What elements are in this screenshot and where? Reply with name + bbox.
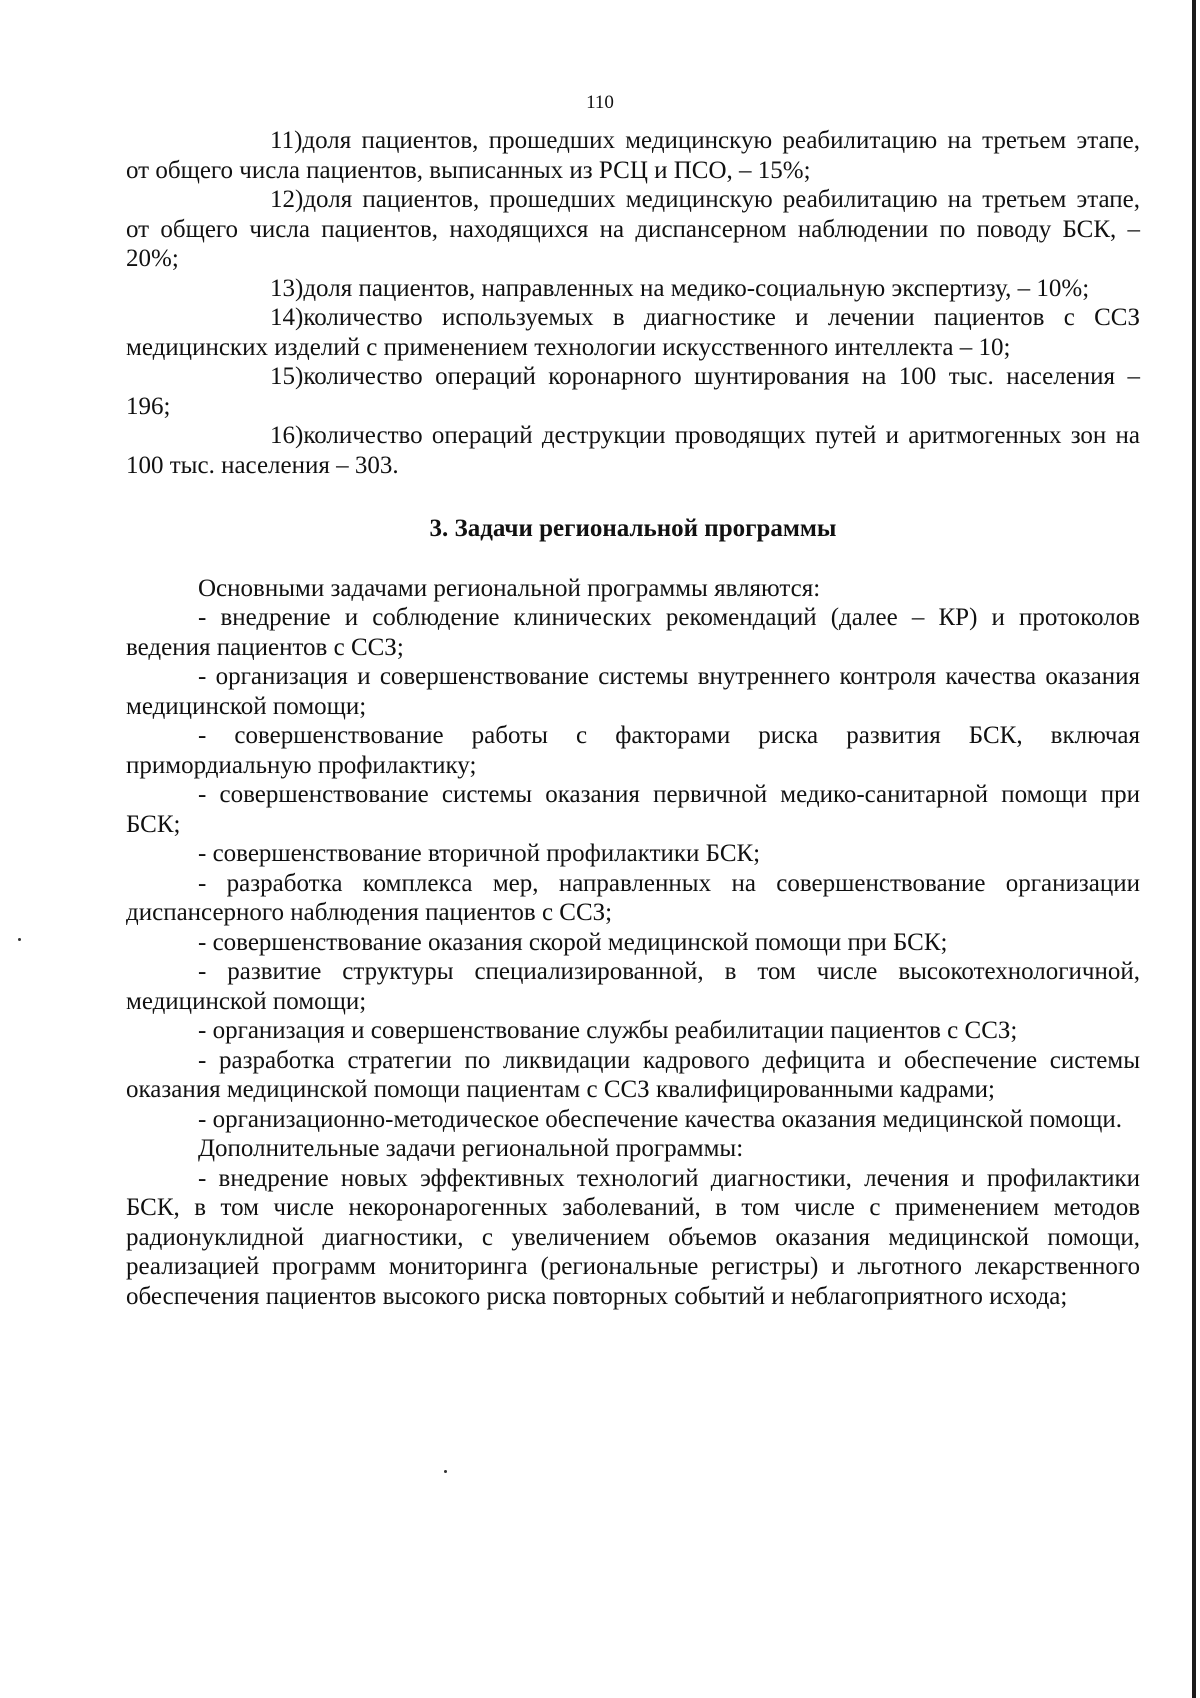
task-item: - совершенствование вторичной профилактики БСК; xyxy=(198,840,761,867)
task-item: - внедрение новых эффективных технологий диагностики, лечения и профилактики БСК, в том числе некоронарогенных заболеваний, в том числе с применением методов радионуклидной диагностики, с увеличением объемов оказания медицинской помощи, реализацией программ мониторинга (региональные регистры) и льготного лекарственного обеспечения пациентов высокого риска повторных событий и неблагоприятного исхода; xyxy=(126,1164,1140,1310)
item-text: доля пациентов, направленных на медико-социальную экспертизу, – 10%; xyxy=(303,274,1090,302)
item-text: количество операций коронарного шунтирования на 100 тыс. населения – 196; xyxy=(126,363,1140,420)
scan-speck xyxy=(444,1470,447,1473)
item-text: доля пациентов, прошедших медицинскую реабилитацию на третьем этапе, от общего числа пациентов, выписанных из РСЦ и ПСО, – 15%; xyxy=(126,127,1140,184)
item-number: 11) xyxy=(270,127,303,154)
item-text: доля пациентов, прошедших медицинскую реабилитацию на третьем этапе, от общего числа пациентов, находящихся на диспансерном наблюдении по поводу БСК, – 20%; xyxy=(126,186,1140,272)
task-item: - совершенствование оказания скорой медицинской помощи при БСК; xyxy=(198,928,948,956)
list-item xyxy=(126,185,1140,274)
task-item: - организационно-методическое обеспечение качества оказания медицинской помощи. xyxy=(198,1105,1122,1133)
main-tasks-list xyxy=(126,603,1140,1134)
item-number: 15) xyxy=(270,363,304,390)
item-number: 13) xyxy=(270,274,304,302)
list-item xyxy=(126,421,1140,480)
document-body xyxy=(126,126,1140,1311)
task-item: - разработка комплекса мер, направленных на совершенствование организации диспансерного наблюдения пациентов с ССЗ; xyxy=(126,869,1140,926)
task-item: - внедрение и соблюдение клинических рекомендаций (далее – КР) и протоколов ведения пациентов с ССЗ; xyxy=(126,604,1140,661)
section-intro: Основными задачами региональной программы являются: xyxy=(198,574,821,602)
list-item xyxy=(126,303,1140,362)
indicator-list xyxy=(126,126,1140,480)
item-number: 12) xyxy=(270,186,304,213)
task-item: - совершенствование системы оказания первичной медико-санитарной помощи при БСК; xyxy=(126,781,1140,838)
task-item: - разработка стратегии по ликвидации кадрового дефицита и обеспечение системы оказания медицинской помощи пациентам с ССЗ квалифицированными кадрами; xyxy=(126,1046,1140,1103)
list-item xyxy=(126,362,1140,421)
list-item xyxy=(126,126,1140,185)
section-heading: 3. Задачи региональной программы xyxy=(429,515,837,542)
item-text: количество используемых в диагностике и лечении пациентов с ССЗ медицинских изделий с применением технологии искусственного интеллекта – 10; xyxy=(126,304,1140,361)
additional-intro: Дополнительные задачи региональной программы: xyxy=(198,1135,744,1162)
list-item xyxy=(126,274,1140,304)
scan-speck xyxy=(18,938,21,941)
item-text: количество операций деструкции проводящих путей и аритмогенных зон на 100 тыс. населения – 303. xyxy=(126,422,1140,479)
task-item: - развитие структуры специализированной, в том числе высокотехнологичной, медицинской помощи; xyxy=(126,958,1140,1015)
task-item: - совершенствование работы с факторами риска развития БСК, включая примордиальную профилактику; xyxy=(126,722,1140,779)
additional-tasks-list xyxy=(126,1164,1140,1312)
task-item: - организация и совершенствование службы реабилитации пациентов с ССЗ; xyxy=(198,1017,1018,1044)
scan-edge-line xyxy=(1192,0,1196,1698)
item-number: 14) xyxy=(270,304,304,331)
item-number: 16) xyxy=(270,422,304,449)
task-item: - организация и совершенствование системы внутреннего контроля качества оказания медицинской помощи; xyxy=(126,663,1140,720)
page-number: 110 xyxy=(586,92,614,113)
